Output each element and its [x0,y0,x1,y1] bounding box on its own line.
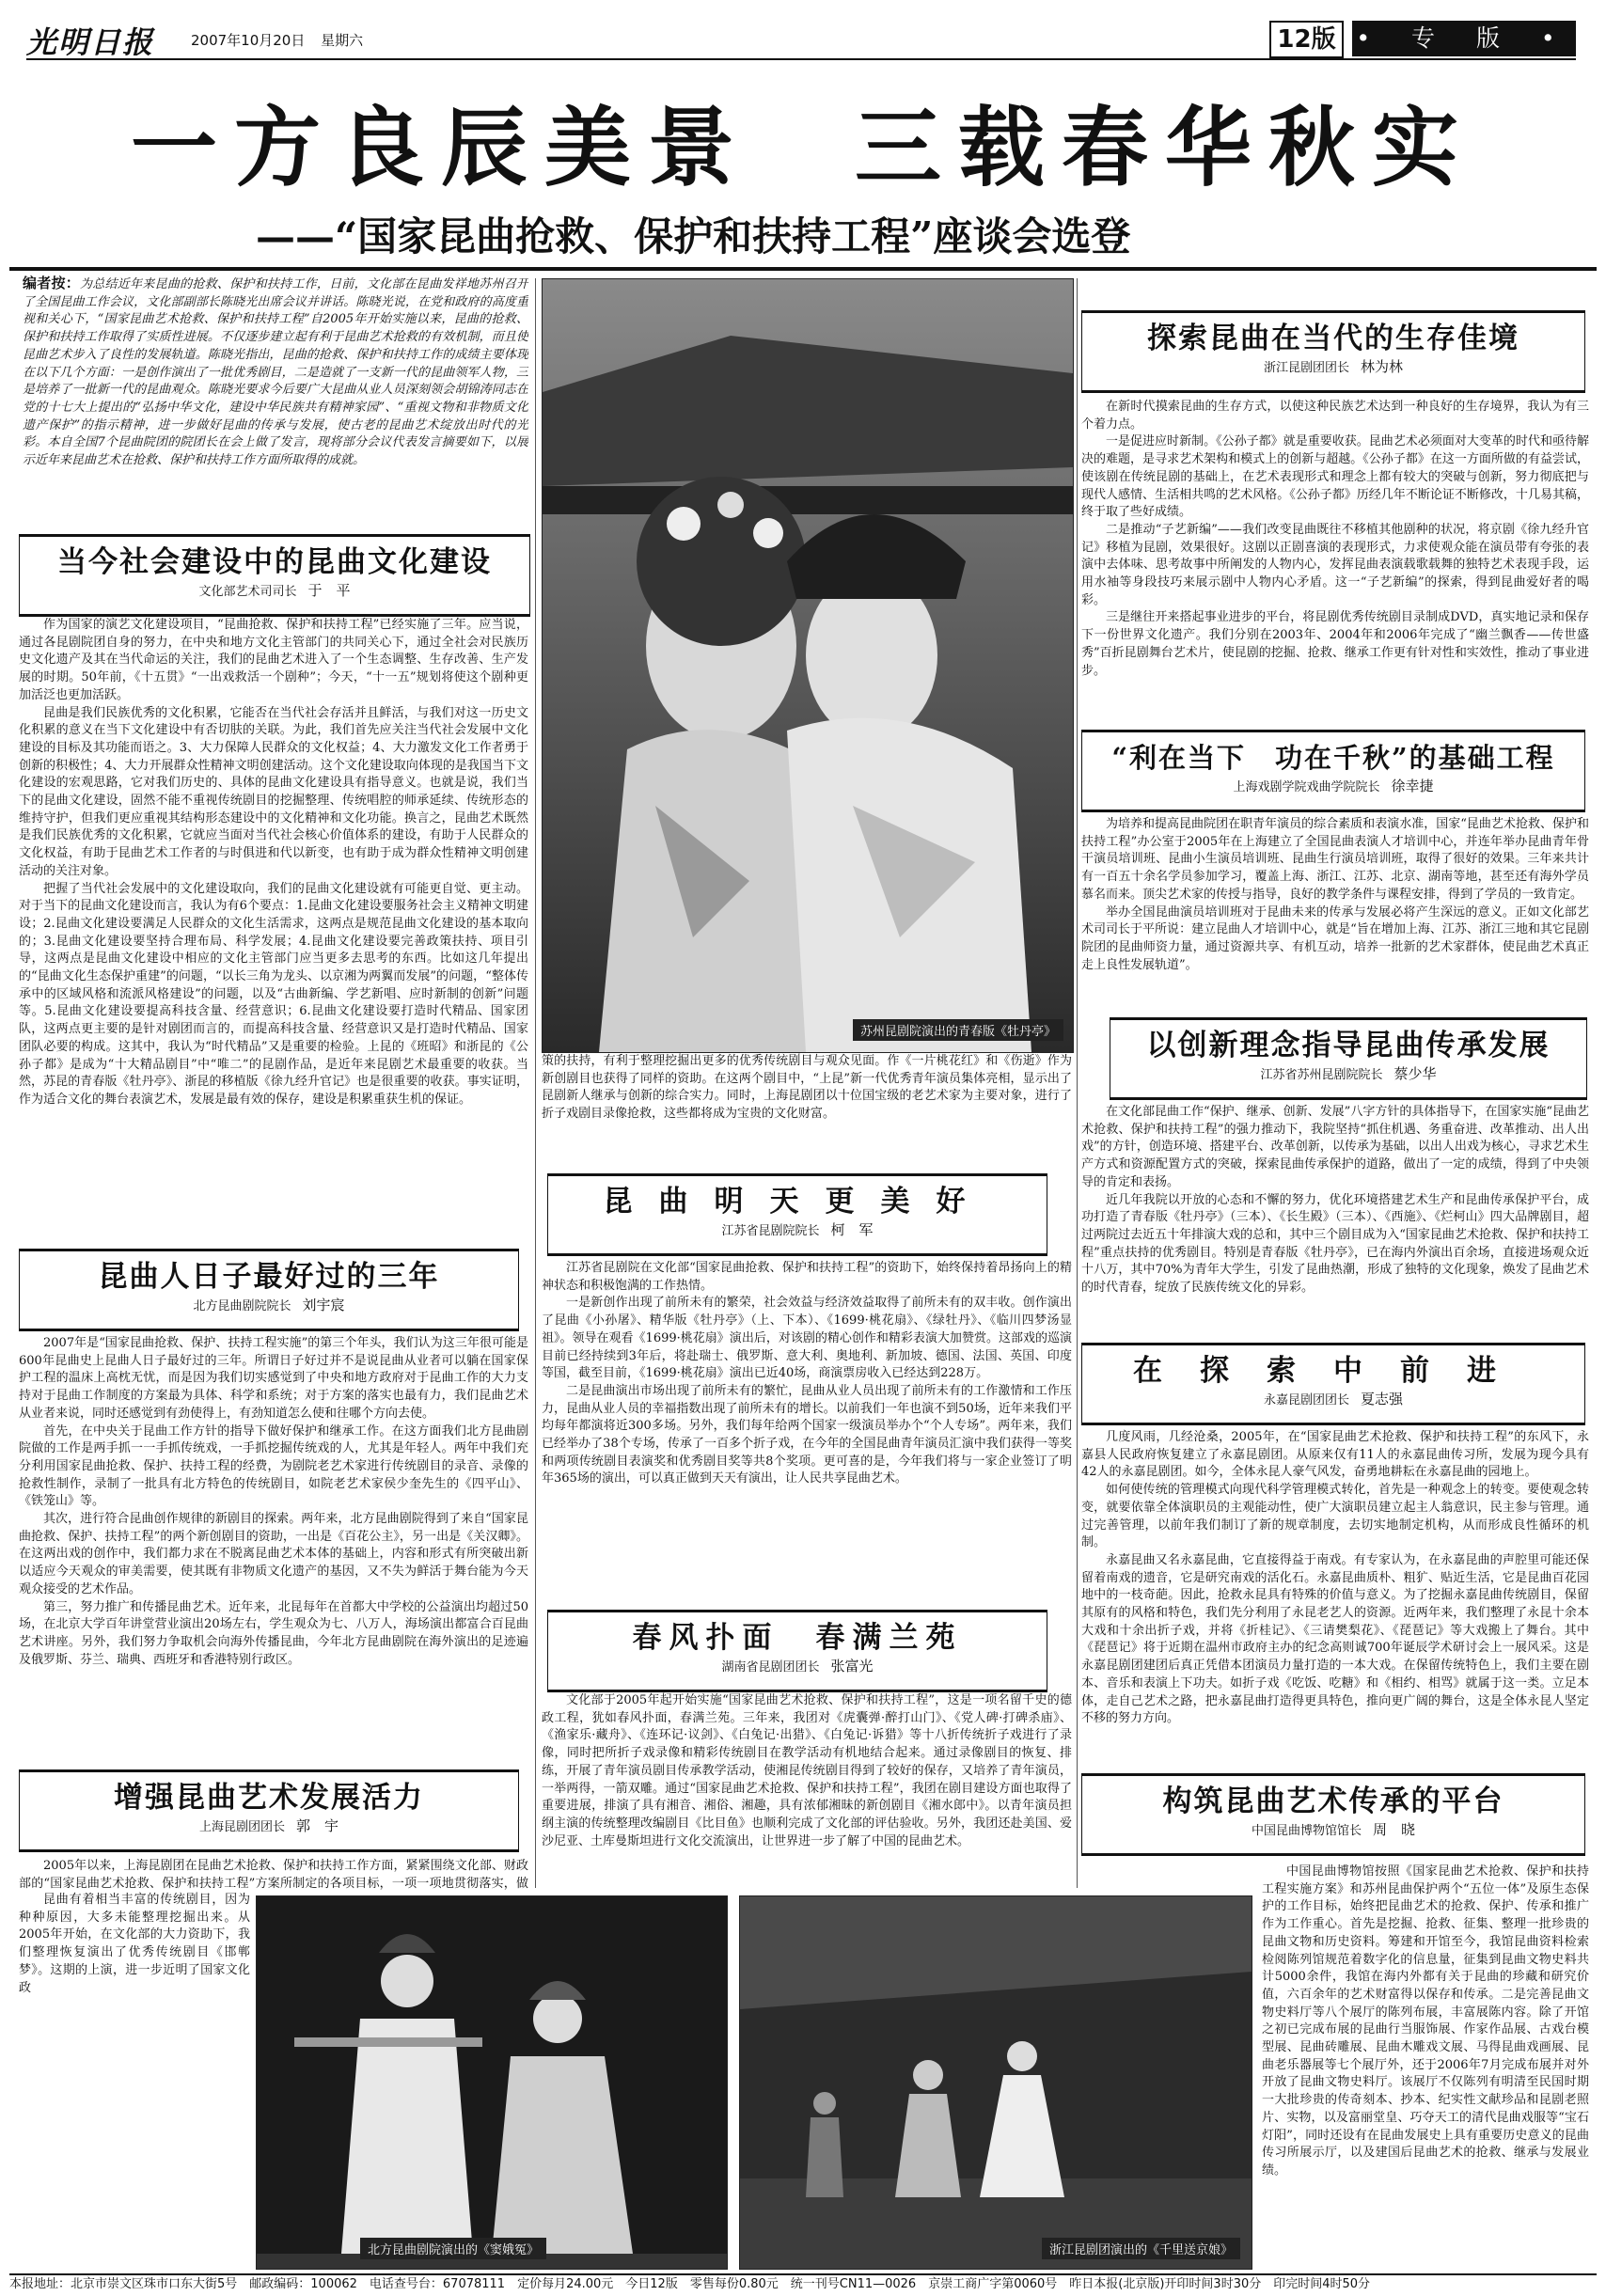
issue-weekday: 星期六 [321,32,364,49]
author-name: 郭 宇 [296,1817,339,1834]
article-body-narrow [1262,1864,1589,2268]
paragraph: 在文化部昆曲工作“保护、继承、创新、发展”八字方针的具体指导下，在国家实施“昆曲艺术抢救、保护和扶持工程”的强力推动下，我院坚持“抓住机遇、务重奋进、改革推动、出人出戏”的方针，创造环境、搭建平台、改革创新，以传承为基础，以出人出戏为核心，寻求艺术生产方式和资源配置方式的突破，探索昆曲传承保护的道路，做出了一定的成绩，得到了中央领导的肯定和表扬。 [1081,1105,1589,1189]
paragraph: 二是昆曲演出市场出现了前所未有的繁忙，昆曲从业人员出现了前所未有的工作激情和工作压力，昆曲从业人员的幸福指数出现了前所未有的增长。以前我们一年也演不到50场，近年来我们平均每年都演将近300多场。另外，我们每年给两个国家一级演员举办个“个人专场”。两年来，我们已经举办了38个专场，传承了一百多个折子戏，在今年的全国昆曲青年演员汇演中我们获得一等奖和两项传统剧目表演奖和优秀剧目奖等共8个奖项。更可喜的是，今年我们将与一家企业签订了明年365场的演出，可以真正做到天天有演出，让人民共享昆曲艺术。 [542,1383,1072,1486]
article-heading-box [1081,730,1585,812]
issue-date [191,30,363,50]
page-number: 12版 [1269,21,1344,58]
article-body [542,1692,1072,1888]
author-role: 中国昆曲博物馆馆长 [1251,1824,1362,1838]
author-name: 夏志强 [1361,1391,1404,1407]
article-title: 在探索中前进 [1133,1354,1534,1388]
article-byline [1082,778,1584,796]
photo-caption: 苏州昆剧院演出的青春版《牡丹亭》 [853,1019,1063,1041]
article-body [542,1053,1072,1168]
article-byline [20,582,529,601]
article-body [1081,816,1589,1010]
editor-note-label: 编者按： [23,275,81,291]
article-byline [548,1658,1047,1676]
article-title: 增强昆曲艺术发展活力 [114,1781,424,1815]
article-title: 昆曲人日子最好过的三年 [98,1260,440,1294]
paragraph: 如何使传统的管理模式向现代科学管理模式转化，首先是一种观念上的转变。要使观念转变，就要依靠全体演职员的主观能动性，使广大演职员建立起主人翁意识，民主参与管理。通过完善管理，以前年我们制订了新的规章制度，去切实地制定机构，从而形成良性循环的机制。 [1081,1483,1589,1550]
author-name: 刘宇宸 [302,1297,345,1313]
article-byline [1110,1065,1586,1084]
article-byline [548,1221,1047,1240]
paragraph: 一是促进应时新制。《公孙子都》就是重要收获。昆曲艺术必须面对大变革的时代和亟待解决的难题，是寻求艺术架构和模式上的创新与超越。《公孙子都》在这一方面所做的有益尝试，使该剧在传统昆剧的基础上，在艺术表现形式和理念上都有较大的突破与创新，努力彻底把与现代人感情、生活相共鸣的艺术风格。《公孙子都》历经几年不断论证不断修改，十几易其稿，终于取了些好成绩。 [1081,434,1589,520]
article-byline [20,1297,518,1315]
article-heading-box [547,1173,1047,1256]
article-body [1081,1429,1589,1769]
paragraph: 文化部于2005年起开始实施“国家昆曲艺术抢救、保护和扶持工程”，这是一项名留千史的德政工程，犹如春风扑面，春满兰苑。三年来，我团对《虎囊弹·醉打山门》、《党人碑·打碑杀庙》、《渔家乐·藏舟》、《连环记·议剑》、《白兔记·出猎》、《白兔记·诉猎》等十八折传统折子戏进行了录像，同时把所折子戏录像和精彩传统剧目在教学活动有机地结合起来。通过录像剧目的恢复、排练，开展了青年演员剧目传承教学活动，使湘昆传统剧目得到了较好的保存，又培养了青年演员，一举两得，一箭双雕。通过“国家昆曲艺术抢救、保护和扶持工程”，我团在剧目建设方面也取得了重要进展，排演了具有湘音、湘俗、湘趣，具有浓郁湘昧的新创剧目《湘水郎中》。以青年演员担纲主演的传统整理改编剧目《比目鱼》也顺利完成了文化部的评估验收。另外，我团还赴美国、爱沙尼亚、土库曼斯坦进行文化交流演出，让世界进一步了解了中国的昆曲艺术。 [542,1693,1072,1848]
paragraph: 昆曲是我们民族优秀的文化积累，它能否在当代社会存活并且鲜活，与我们对这一历史文化积累的意义在当下文化建设中有否切肤的关联。为此，我们首先应关注当代社会发展中文化建设的目标及其功能而语之。3、大力保障人民群众的文化权益；4、大力激发文化工作者勇于创新的积极性；4、大力开展群众性精神文明创建活动。这个文化建设取向体现的是我国当下文化建设的宏观思路，它对我们历史的、具体的昆曲文化建设具有指导意义。也就是说，我们当下的昆曲文化建设，固然不能不重视传统剧目的挖掘整理、传统唱腔的师承延续、传统形态的维持守护，但我们更应重视其结构形态建设中的文化精神和文化功能。换言之，昆曲艺术既然是我们民族优秀的文化积累，它就应当面对当代社会核心价值体系的建设，有助于人民群众的文化权益，有助于昆曲艺术工作者的与时俱进和代以新变，也有助于成为群众性精神文明创建活动的关注对象。 [19,705,528,878]
article-title: 探索昆曲在当代的生存佳境 [1147,322,1519,355]
paragraph: 作为国家的演艺文化建设项目，“昆曲抢救、保护和扶持工程”已经实施了三年。应当说，通过各昆剧院团自身的努力，在中央和地方文化主管部门的共同关心下，通过全社会对民族历史文化遗产及其在当代命运的关注，我们的昆曲艺术进入了一个生态调整、生存改善、生产发展的时期。50年前，《十五贯》“一出戏救活一个剧种”；今天，“十一五”规划将使这个剧种更加活泛也更加活跃。 [19,618,528,702]
masthead [26,19,1576,60]
article-title: 昆曲明天更美好 [603,1185,992,1219]
article-body [19,1858,528,1892]
headline-rule [9,267,1597,271]
article-byline [1082,358,1584,377]
article-heading-box [19,534,530,617]
opera-stage-photo [740,1896,1252,2269]
paragraph: 为培养和提高昆曲院团在职青年演员的综合素质和表演水准，国家“昆曲艺术抢救、保护和扶持工程”办公室于2005年在上海建立了全国昆曲表演人才培训中心，并连年举办昆曲青年骨干演员培训班、昆曲小生演员培训班、昆曲生行演员培训班，取得了很好的效果。三年来共计有一百五十余名学员参加学习，覆盖上海、浙江、江苏、北京、湖南等地，甚至还有海外学员慕名而来。顶尖艺术家的传授与指导，良好的教学条件与课程安排，得到了学员的一致肯定。 [1081,817,1589,902]
column-divider [1077,278,1078,1888]
article-heading-box [1081,1773,1585,1856]
paragraph: 策的扶持，有利于整理挖掘出更多的优秀传统剧目与观众见面。作《一片桃花红》和《伤逝》作为新创剧目也获得了同样的资助。在这两个剧目中，“上昆”新一代优秀青年演员集体亮相，显示出了昆剧新人继承与创新的综合实力。同时，上海昆剧团以十位国宝级的老艺术家为主要对象，进行了折子戏剧目录像抢救，这些都将成为宝贵的文化财富。 [542,1054,1072,1122]
article-body [19,1335,528,1768]
article-title: 当今社会建设中的昆曲文化建设 [57,545,492,579]
main-headline: 一方良辰美景 三载春华秋实 [130,97,1475,198]
paragraph: 中国昆曲博物馆按照《国家昆曲艺术抢救、保护和扶持工程实施方案》和苏州昆曲保护两个“五位一体”及原生态保护的工作目标，始终把昆曲艺术的抢救、保护、传承和推广作为工作重心。首先是挖掘、抢救、征集、整理一批珍贵的昆曲文物和历史资料。筹建和开馆至今，我馆昆曲资料检索检阅陈列馆规范着数字化的信息量，征集到昆曲文物史料共计5000余件，我馆在海内外都有关于昆曲的珍藏和研究价值，六百余年的艺术财富得以保存和传承。二是完善昆曲文物史料厅等八个展厅的陈列布展，丰富展陈内容。除了开馆之初已完成布展的昆曲行当服饰展、作家作品展、古戏台模型展、昆曲砖雕展、昆曲木雕戏文展、马得昆曲戏画展、昆曲老乐器展等七个展厅外，还于2006年7月完成布展并对外开放了昆曲文物史料厅。该展厅不仅陈列有明清至民国时期一大批珍贵的传奇刻本、抄本、纪实性文献珍品和昆剧老照片、实物，以及富丽堂皇、巧夺天工的清代昆曲戏服等“宝石灯阳”，同时还设有在昆曲发展史上具有重要历史意义的昆曲传习所展示厅，以及建国后昆曲艺术的抢救、继承与发展业绩。 [1262,1864,1589,2178]
author-role: 永嘉昆剧团团长 [1263,1393,1349,1407]
author-role: 北方昆曲剧院院长 [193,1299,291,1313]
paragraph: 2005年以来，上海昆剧团在昆曲艺术抢救、保护和扶持工作方面，紧紧围绕文化部、财政部的“国家昆曲艺术抢救、保护和扶持工程”方案所制定的各项目标，一项一项地贯彻落实，做 [19,1859,528,1891]
opera-couple-photo [543,279,1073,1052]
paragraph: 近几年我院以开放的心态和不懈的努力，优化环境搭建艺术生产和昆曲传承保护平台，成功打造了青春版《牡丹亭》（三本）、《长生殿》（三本）、《西施》、《烂柯山》四大品牌剧目，超过两院过去近五十年排演大戏的总和，其中三个剧目成为入“国家昆曲艺术抢救、保护和扶持工程”重点扶持的优秀剧目。特别是青春版《牡丹亭》，已在海内外演出百余场，直接进场观众近十八万，其中70%为青年大学生，引发了昆曲热潮，形成了独特的文化现象，焕发了昆曲艺术的时代青春，绽放了民族传统文化的异彩。 [1081,1192,1589,1296]
author-role: 上海戏剧学院戏曲学院院长 [1233,780,1380,794]
paragraph: 三是继往开来搭起事业进步的平台，将昆剧优秀传统剧目录制成DVD，真实地记录和保存下一份世界文化遗产。我们分别在2003年、2004年和2006年完成了“幽兰飘香——传世盛秀”百折昆剧舞台艺术片，使昆剧的挖掘、抢救、继承工作更有针对性和实效性，推动了事业进步。 [1081,610,1589,678]
author-name: 徐幸捷 [1391,778,1434,794]
author-role: 湖南省昆剧团团长 [721,1660,820,1675]
author-role: 上海昆剧团团长 [198,1820,285,1834]
photo-caption: 北方昆曲剧院演出的《窦娥冤》 [360,2238,546,2259]
paragraph: 二是推动“子艺新编”——我们改变昆曲既往不移植其他剧种的状况，将京剧《徐九经升官记》移植为昆剧，效果很好。这剧以正剧喜演的表现形式，力求使观众能在演员带有夸张的表演中去体味、思考故事中所阐发的人物内心，发挥昆曲表演载歌载舞的独特艺术表现手段，运用水袖等身段技巧来展示剧中人物内心矛盾。这一“子艺新编”的探索，得到昆曲爱好者的喝彩。 [1081,522,1589,607]
article-body [542,1260,1072,1606]
paragraph: 永嘉昆曲又名永嘉昆曲，它直接得益于南戏。有专家认为，在永嘉昆曲的声腔里可能还保留着南戏的遗音，它是研究南戏的活化石。永嘉昆曲质朴、粗犷、贴近生活，它是昆曲百花园地中的一枝奇葩。因此，抢救永昆具有特殊的价值与意义。为了挖掘永嘉昆曲传统剧目，保留其原有的风格和特色，我们先分利用了永昆老艺人的资源。近两年来，我们整理了永昆十余本大戏和十余出折子戏，并将《折桂记》、《三请樊梨花》、《琵琶记》等大戏搬上了舞台。其中《琵琶记》将于近期在温州市政府主办的纪念高则诚700年诞辰学术研讨会上一展风采。这是永嘉昆剧团建团后真正凭借本团演员力量打造的一本大戏。在保留传统特色上，我们主要在剧本、音乐和表演上下功夫。如折子戏《吃饭、吃糖》和《相约、相骂》就属于这一类。立足本体，走自己艺术之路，把永嘉昆曲打造得更具特色，推向更广阔的舞台，这是全体永昆人坚定不移的努力方向。 [1081,1552,1589,1726]
author-name: 周 晓 [1373,1821,1416,1838]
author-name: 张富光 [830,1658,874,1675]
article-heading-box [1081,1343,1585,1425]
paragraph: 江苏省昆剧院在文化部“国家昆曲抢救、保护和扶持工程”的资助下，始终保持着昂扬向上的精神状态和积极饱满的工作热情。 [542,1261,1072,1293]
author-role: 江苏省苏州昆剧院院长 [1260,1068,1383,1082]
section-label: • 专 版 • [1352,21,1576,56]
article-title: 构筑昆曲艺术传承的平台 [1162,1785,1504,1818]
paragraph: 昆曲有着相当丰富的传统剧目，因为种种原因，大多未能整理挖掘出来。从2005年开始，在文化部的大力资助下，我们整理恢复演出了优秀传统剧目《邯郸梦》。这期的上演，进一步近明了国家文化政 [19,1893,250,1995]
article-body [1081,399,1589,718]
issue-date-text: 2007年10月20日 [191,32,306,49]
author-name: 于 平 [307,582,351,599]
column-divider [535,278,536,1888]
paragraph: 一是新创作出现了前所未有的繁荣，社会效益与经济效益取得了前所未有的双丰收。创作演出了昆曲《小孙屠》、精华版《牡丹亭》（上、下本）、《1699·桃花扇》、《绿牡丹》、《临川四梦汤显祖》。领导在观看《1699·桃花扇》演出后，对该剧的精心创作和精彩表演大加赞赏。这部戏的巡演目前已经持续到3年后，将赴瑞士、俄罗斯、意大利、奥地利、新加坡、德国、法国、英国、印度等国，截至目前，《1699·桃花扇》演出已近40场，商演票房收入已经达到228万。 [542,1296,1072,1381]
author-role: 浙江昆剧团团长 [1263,361,1349,375]
article-heading-box [19,1769,519,1852]
author-role: 文化部艺术司司长 [198,585,297,599]
author-role: 江苏省昆剧院院长 [721,1224,820,1238]
sub-headline: ——“国家昆曲抢救、保护和扶持工程”座谈会选登 [256,213,1131,259]
article-body [1081,1104,1589,1339]
article-heading-box [19,1249,519,1331]
photo-three [739,1895,1252,2270]
paragraph: 在新时代摸索昆曲的生存方式，以使这种民族艺术达到一种良好的生存境界，我认为有三个着力点。 [1081,400,1589,432]
article-title: 春风扑面 春满兰苑 [632,1621,963,1655]
article-byline [1082,1821,1584,1840]
main-photo [542,278,1074,1053]
paragraph: 举办全国昆曲演员培训班对于昆曲未来的传承与发展必将产生深远的意义。正如文化部艺术司司长于平所说：建立昆曲人才培训中心，就是“旨在增加上海、江苏、浙江三地和其它昆剧院团的昆曲师资力量，通过资源共享、有机互动，培养一批新的艺术家群体，使昆曲艺术真正走上良性发展轨道”。 [1081,904,1589,972]
paragraph: 几度风雨，几经沧桑，2005年，在“国家昆曲艺术抢救、保护和扶持工程”的东风下，永嘉县人民政府恢复建立了永嘉昆剧团。从原来仅有11人的永嘉昆曲传习所，发展为现今具有42人的永嘉昆剧团。如今，全体永昆人豪气风发，奋勇地耕耘在永嘉昆曲的园地上。 [1081,1430,1589,1480]
editor-note-text: 为总结近年来昆曲的抢救、保护和扶持工作，日前，文化部在昆曲发祥地苏州召开了全国昆曲工作会议，文化部副部长陈晓光出席会议并讲话。陈晓光说，在党和政府的高度重视和关心下，“国家昆曲艺术抢救、保护和扶持工程”自2005年开始实施以来，昆曲的抢救、保护和扶持工作取得了实质性进展。不仅逐步建立起有利于昆曲艺术抢救的有效机制，而且使昆曲艺术步入了良性的发展轨道。陈晓光指出，昆曲的抢救、保护和扶持工作的成绩主要体现在以下几个方面：一是创作演出了一批优秀剧目，二是造就了一支新一代的昆曲领军人物，三是培养了一批新一代的昆曲观众。陈晓光要求今后要广大昆曲从业人员深刻领会胡锦涛同志在党的十七大上提出的“弘扬中华文化，建设中华民族共有精神家园”、“重视文物和非物质文化遗产保护”的指示精神，进一步做好昆曲的传承与发展，使古老的昆曲艺术绽放出时代的光彩。本自全国7个昆曲院团的院团长在会上做了发言，现将部分会议代表发言摘要如下，以展示近年来昆曲艺术在抢救、保护和扶持工作方面所取得的成就。 [23,277,528,468]
author-name: 林为林 [1361,358,1404,375]
article-title: 以创新理念指导昆曲传承发展 [1146,1029,1551,1062]
article-body-narrow [19,1892,250,2268]
paragraph: 把握了当代社会发展中的文化建设取向，我们的昆曲文化建设就有可能更自觉、更主动。对于当下的昆曲文化建设而言，我认为有6个要点：1.昆曲文化建设要服务社会主义精神文明建设；2.昆曲文化建设要满足人民群众的文化生活需求，这两点是规范昆曲文化建设的基本取向的；3.昆曲文化建设要坚持合理布局、科学发展；4.昆曲文化建设要完善政策扶持、项目引导，这两点是昆曲文化建设中相应的文化主管部门应当更多去思考的东西。比如这几年提出的“昆曲文化生态保护重建”的问题，“以长三角为龙头、以京湘为两翼而发展”的问题，“整体传承中的区域风格和流派风格建设”的问题，以及“古曲新编、学艺新唱、应时新制的创新”问题等。5.昆曲文化建设要提高科技含量、经营意识；6.昆曲文化建设要打造时代精品、国家团队，这两点更主要的是针对剧团而言的，而提高科技含量、经营意识又是打造时代精品、国家团队必要的构成。这其中，我认为“时代精品”又是重要的检验。上昆的《班昭》和浙昆的《公孙子都》是成为“十大精品剧目”中“唯二”的昆剧作品，是近年来昆剧艺术最重要的收获。当然，苏昆的青春版《牡丹亭》、浙昆的移植版《徐九经升官记》也是很重要的收获。事实证明，作为适合文化的舞台表演艺术，发展是最有效的保存，建设是积累重获生机的保证。 [19,881,528,1107]
article-body [19,617,528,1237]
article-heading-box [547,1610,1047,1692]
newspaper-logo: 光明日报 [26,24,155,60]
paragraph: 其次，进行符合昆曲创作规律的新剧目的探索。两年来，北方昆曲剧院得到了来自“国家昆曲抢救、保护、扶持工程”的两个新创剧目的资助，一出是《百花公主》，另一出是《关汉卿》。在这两出戏的创作中，我们都力求在不脱离昆曲艺术本体的基础上，内容和形式有所突破出新以适应今天观众的审美需要，使其既有非物质文化遗产的基因，又不失为鲜活于舞台能为今天观众接受的艺术作品。 [19,1512,528,1596]
opera-duo-photo [257,1896,727,2269]
photo-caption: 浙江昆剧团演出的《千里送京娘》 [1042,2238,1240,2259]
author-name: 柯 军 [830,1221,874,1238]
article-heading-box [1110,1017,1587,1100]
paragraph: 首先，在中央关于昆曲工作方针的指导下做好保护和继承工作。在这方面我们北方昆曲剧院做的工作是两手抓一一手抓传统戏，一手抓挖掘传统戏的人，尤其是年轻人。两年中我们充分利用国家昆曲抢救、保护、扶持工程的经费，为剧院老艺术家进行传统剧目的录音、录像的抢救性制作，录制了一批具有北方特色的传统剧目，如院老艺术家侯少奎先生的《四平山》、《铁笼山》等。 [19,1423,528,1509]
article-title: “利在当下 功在千秋”的基础工程 [1111,742,1555,774]
article-byline [20,1817,518,1836]
editor-note [23,275,528,521]
article-heading-box [1081,310,1585,393]
page-footer: 本报地址：北京市崇文区珠市口东大街5号 邮政编码：100062 电话查号台：67078111 定价每月24.00元 今日12版 零售每份0.80元 统一刊号CN11—0026 京崇工商广字第0060号 昨日本报(北京版)开印时间3时30分 印完时间4时50分 [9,2273,1597,2294]
article-byline [1082,1391,1584,1409]
paragraph: 2007年是“国家昆曲抢救、保护、扶持工程实施”的第三个年头，我们认为这三年很可能是600年昆曲史上昆曲人日子最好过的三年。所谓日子好过并不是说昆曲从业者可以躺在国家保护工程的温床上高枕无忧，而是因为我们切实感觉到了中央和地方政府对于昆曲工作的大力支持对于昆曲工作制度的方案最为具体、科学和系统；对于方案的落实也最有力，我们昆曲艺术从业者来说，同时还感觉到有劲使得上，有劲知道怎么使和往哪个方向去使。 [19,1336,528,1421]
photo-two [256,1895,728,2270]
paragraph: 第三，努力推广和传播昆曲艺术。近年来，北昆每年在首都大中学校的公益演出均超过50场，在北京大学百年讲堂营业演出20场左右，学生观众为七、八万人，海场演出都富合百昆曲艺术讲座。另外，我们努力争取机会向海外传播昆曲，今年北方昆曲剧院在海外演出的足迹遍及俄罗斯、芬兰、瑞典、西班牙和香港特别行政区。 [19,1599,528,1667]
author-name: 蔡少华 [1393,1065,1437,1082]
